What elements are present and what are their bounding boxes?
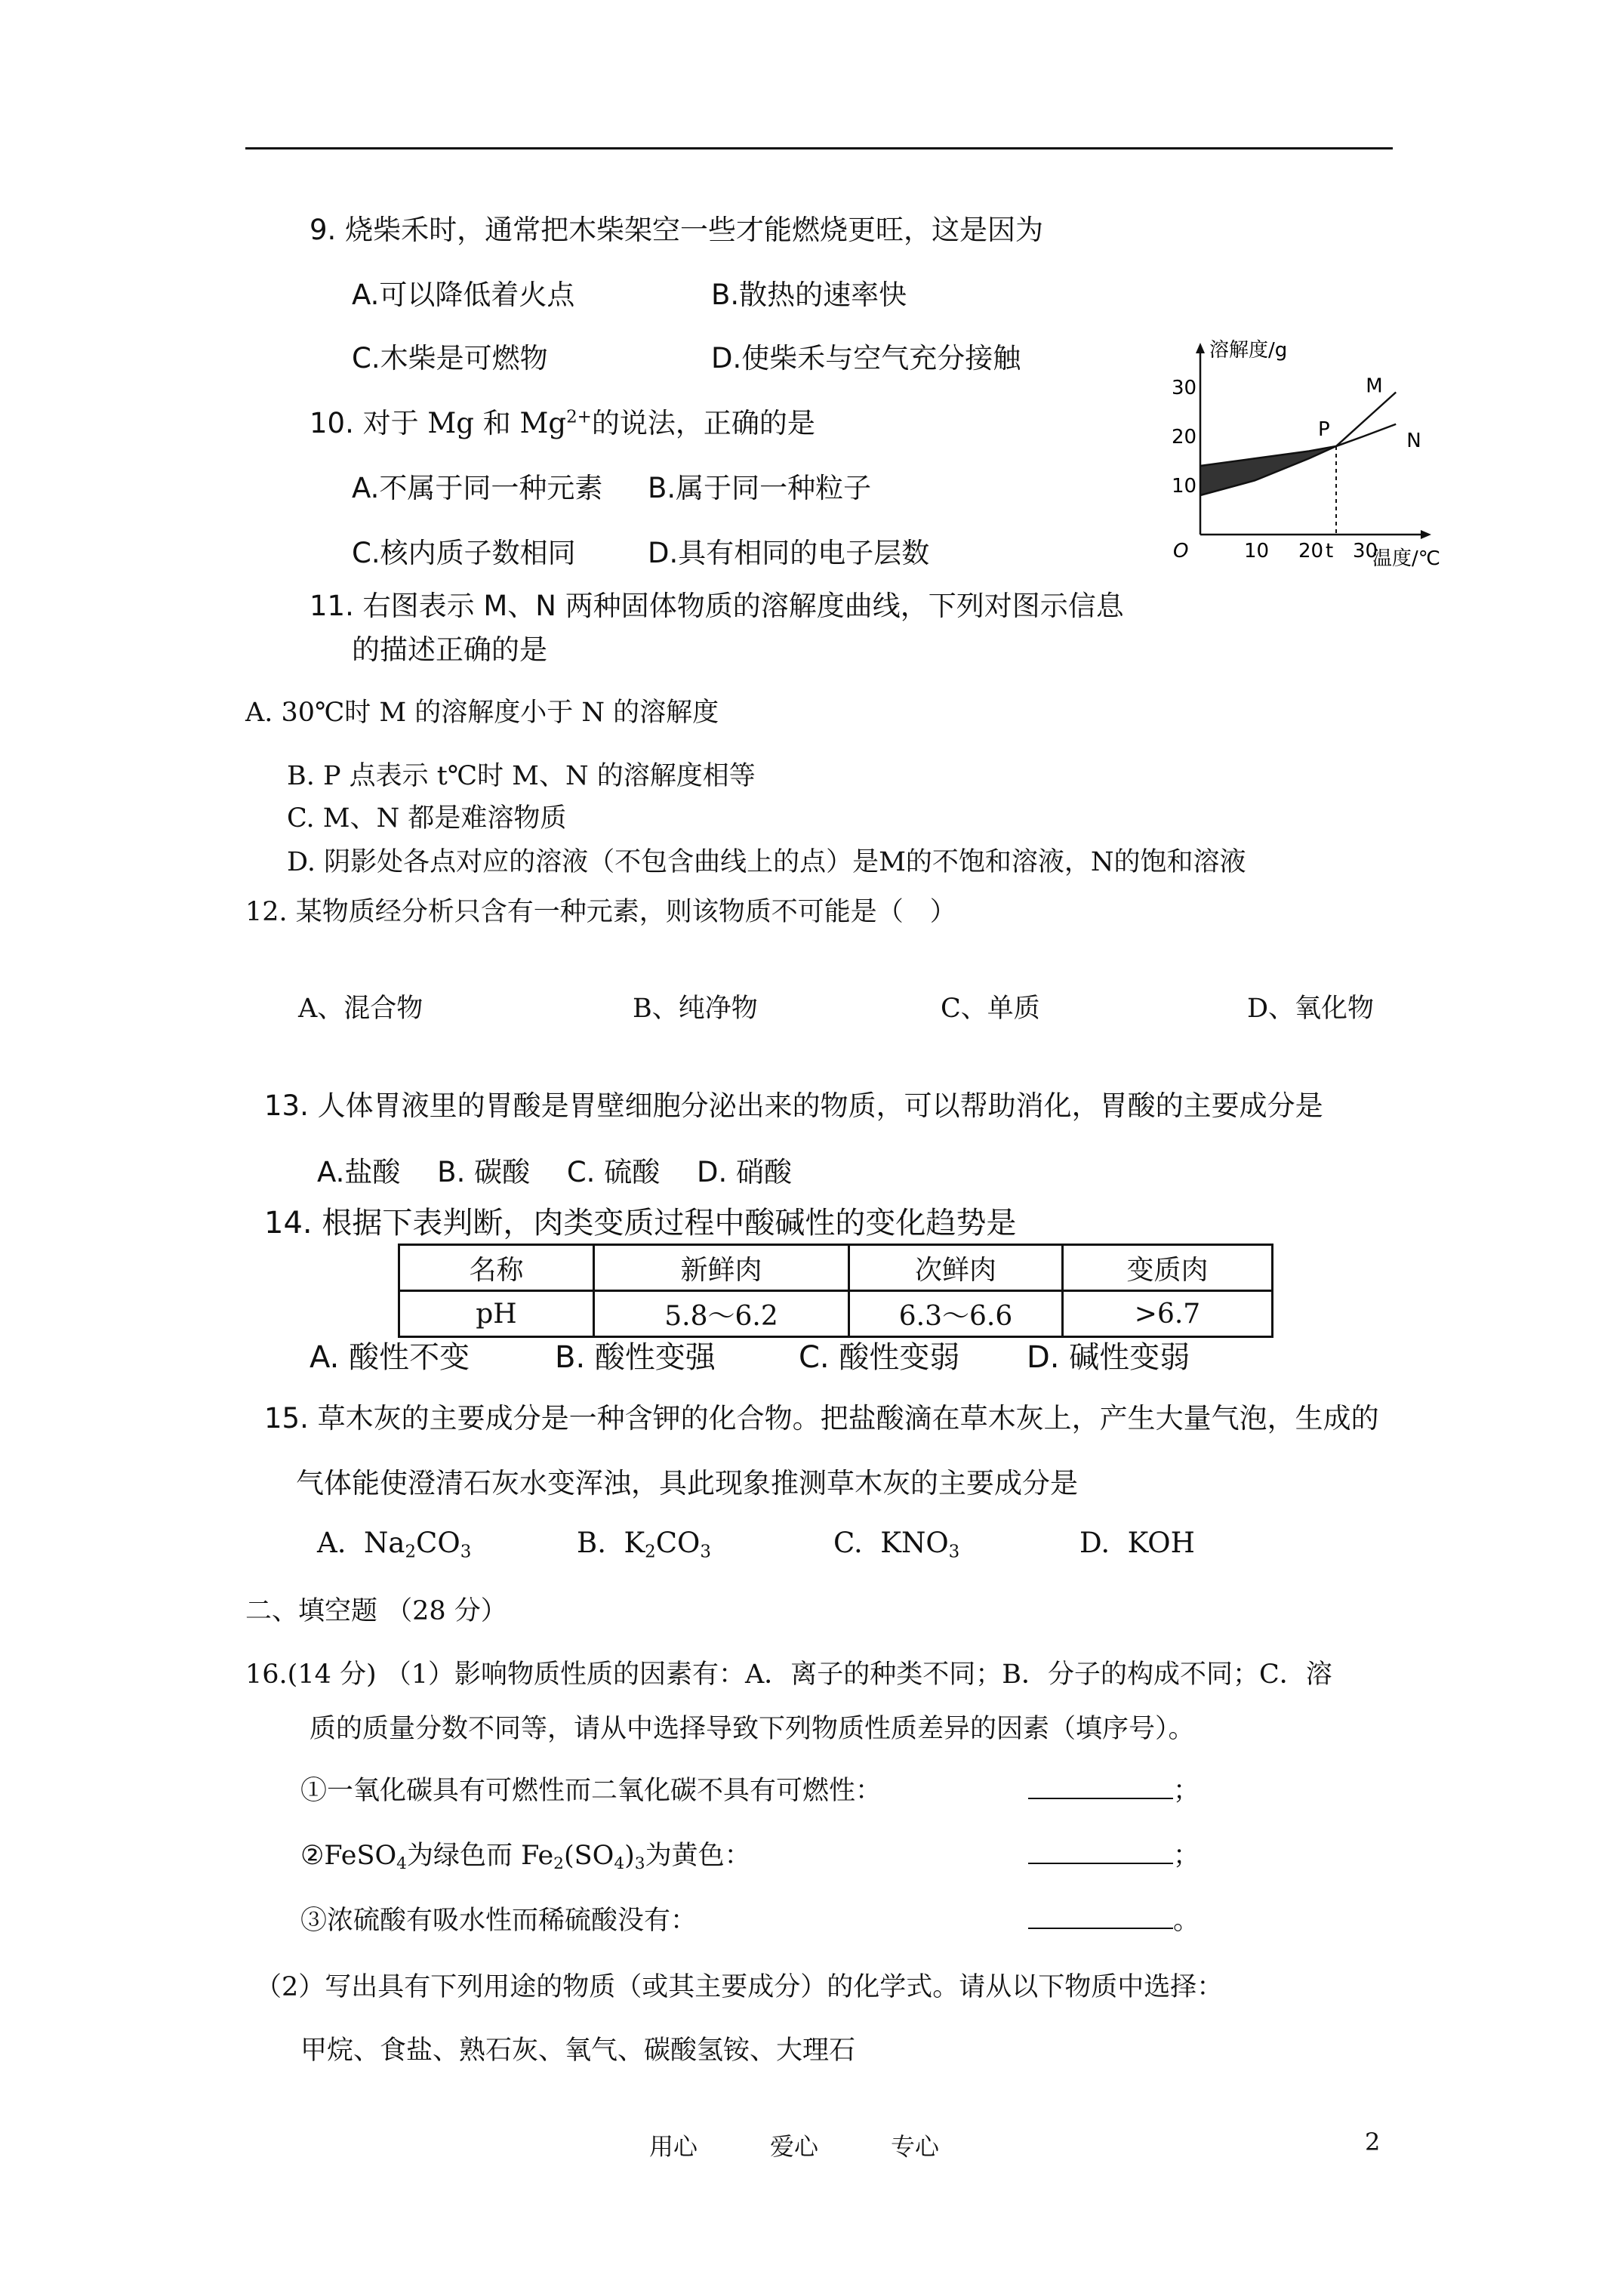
q10-stem: 10. 对于 Mg 和 $Mg^{2+}$的说法，正确的是: [310, 407, 815, 439]
q11-option-b: B. P 点表示 t℃时 M、N 的溶解度相等: [287, 761, 756, 791]
q16-item1: ①一氧化碳具有可燃性而二氧化碳不具有可燃性：: [300, 1776, 882, 1806]
q16-blank2[interactable]: ；: [1028, 1835, 1200, 1872]
q16-item2: ②FeSO$_4$为绿色而 $Fe_2(SO_4)_3$为黄色：: [300, 1841, 751, 1874]
x-axis-label: 温度/℃: [1372, 547, 1440, 570]
q16-item3: ③浓硫酸有吸水性而稀硫酸没有：: [300, 1906, 698, 1936]
table-header-cell: 名称: [399, 1245, 594, 1291]
q10-option-a: A.不属于同一种元素: [352, 472, 603, 504]
footer-motto: 用心 爱心 专心: [649, 2132, 940, 2161]
q12-option-a: A、混合物: [298, 994, 423, 1024]
ph-table: [398, 1244, 1273, 1338]
q15-stem-line2: 气体能使澄清石灰水变浑浊，具此现象推测草木灰的主要成分是: [296, 1467, 1078, 1499]
table-header-cell: 新鲜肉: [594, 1245, 849, 1291]
q10-option-b: B.属于同一种粒子: [648, 472, 872, 504]
q10-option-c: C.核内质子数相同: [352, 537, 576, 569]
q12-option-b: B、纯净物: [633, 994, 758, 1024]
q15-option-c: C. $KNO_3$: [833, 1527, 960, 1562]
y-tick-label: 10: [1172, 475, 1197, 498]
table-cell: 6.3～6.6: [849, 1291, 1063, 1337]
q11-stem-line1: 11. 右图表示 M、N 两种固体物质的溶解度曲线，下列对图示信息: [310, 590, 1124, 622]
q13-options: A.盐酸 B. 碳酸 C. 硫酸 D. 硝酸: [317, 1156, 792, 1188]
y-tick-label: 30: [1172, 377, 1197, 399]
x-tick-label: 20: [1298, 540, 1324, 562]
table-header-cell: 次鲜肉: [849, 1245, 1063, 1291]
section-title: 二、填空题 （28 分）: [245, 1596, 507, 1626]
answer-blank[interactable]: [1028, 1840, 1173, 1864]
q10-option-d: D.具有相同的电子层数: [648, 537, 930, 569]
page-number: 2: [1365, 2128, 1381, 2156]
q16-line1: 16.(14 分) （1）影响物质性质的因素有：A．离子的种类不同；B．分子的构成不同；C．溶: [245, 1660, 1332, 1690]
table-header-cell: 变质肉: [1063, 1245, 1273, 1291]
solubility-chart: [1169, 339, 1471, 581]
table-row: [399, 1245, 1273, 1291]
y-tick-label: 20: [1172, 426, 1197, 448]
q15-stem-line1: 15. 草木灰的主要成分是一种含钾的化合物。把盐酸滴在草木灰上，产生大量气泡，生成的: [264, 1402, 1379, 1435]
q9-stem: 9. 烧柴禾时，通常把木柴架空一些才能燃烧更旺，这是因为: [310, 214, 1044, 246]
table-cell: pH: [399, 1291, 594, 1337]
q13-stem: 13. 人体胃液里的胃酸是胃壁细胞分泌出来的物质，可以帮助消化，胃酸的主要成分是: [264, 1089, 1323, 1122]
q15-option-a: A. $Na_2CO_3$: [317, 1527, 472, 1562]
x-tick-label: 10: [1244, 540, 1270, 562]
q15-option-d: D. KOH: [1079, 1527, 1195, 1559]
y-axis-arrow: [1196, 343, 1205, 353]
series-label-N: N: [1406, 429, 1421, 452]
q9-option-a: A.可以降低着火点: [352, 279, 575, 311]
answer-blank[interactable]: [1028, 1775, 1173, 1799]
q11-option-a: A. 30℃时 M 的溶解度小于 N 的溶解度: [245, 698, 719, 728]
q14-option-b: B. 酸性变强: [555, 1340, 716, 1375]
y-axis-label: 溶解度/g: [1209, 339, 1288, 362]
q12-option-c: C、单质: [941, 994, 1040, 1024]
q9-option-d: D.使柴禾与空气充分接触: [711, 342, 1021, 374]
table-cell: >6.7: [1063, 1291, 1273, 1337]
answer-blank[interactable]: [1028, 1905, 1173, 1929]
p-point-label: P: [1318, 418, 1330, 441]
q16-materials: 甲烷、食盐、熟石灰、氧气、碳酸氢铵、大理石: [300, 2036, 856, 2066]
q15-option-b: B. $K_2CO_3$: [577, 1527, 711, 1562]
q9-option-b: B.散热的速率快: [711, 279, 907, 311]
q11-option-d: D. 阴影处各点对应的溶液（不包含曲线上的点）是M的不饱和溶液，N的饱和溶液: [287, 847, 1246, 877]
x-tick-label: 30: [1353, 540, 1378, 562]
x-tick-label: O: [1173, 540, 1189, 562]
q14-stem: 14. 根据下表判断，肉类变质过程中酸碱性的变化趋势是: [264, 1206, 1017, 1240]
q14-option-c: C. 酸性变弱: [799, 1340, 960, 1375]
q12-stem: 12. 某物质经分析只含有一种元素，则该物质不可能是（ ）: [245, 897, 956, 927]
q16-part2: （2）写出具有下列用途的物质（或其主要成分）的化学式。请从以下物质中选择：: [255, 1972, 1224, 2002]
x-tick-label: t: [1326, 540, 1334, 562]
q16-blank3[interactable]: 。: [1028, 1900, 1200, 1937]
shaded-region: [1200, 446, 1336, 495]
x-axis-arrow: [1421, 530, 1431, 539]
series-label-M: M: [1366, 374, 1383, 398]
q9-option-c: C.木柴是可燃物: [352, 342, 548, 374]
q14-option-d: D. 碱性变弱: [1027, 1340, 1190, 1375]
q14-option-a: A. 酸性不变: [310, 1340, 470, 1375]
q16-blank1[interactable]: ；: [1028, 1770, 1200, 1808]
header-rule: [245, 147, 1393, 149]
q16-line2: 质的质量分数不同等，请从中选择导致下列物质性质差异的因素（填序号）。: [310, 1714, 1195, 1744]
q11-stem-line2: 的描述正确的是: [352, 633, 547, 666]
table-cell: 5.8～6.2: [594, 1291, 849, 1337]
table-row: [399, 1291, 1273, 1337]
q12-option-d: D、氧化物: [1247, 994, 1375, 1024]
q11-option-c: C. M、N 都是难溶物质: [287, 803, 567, 834]
